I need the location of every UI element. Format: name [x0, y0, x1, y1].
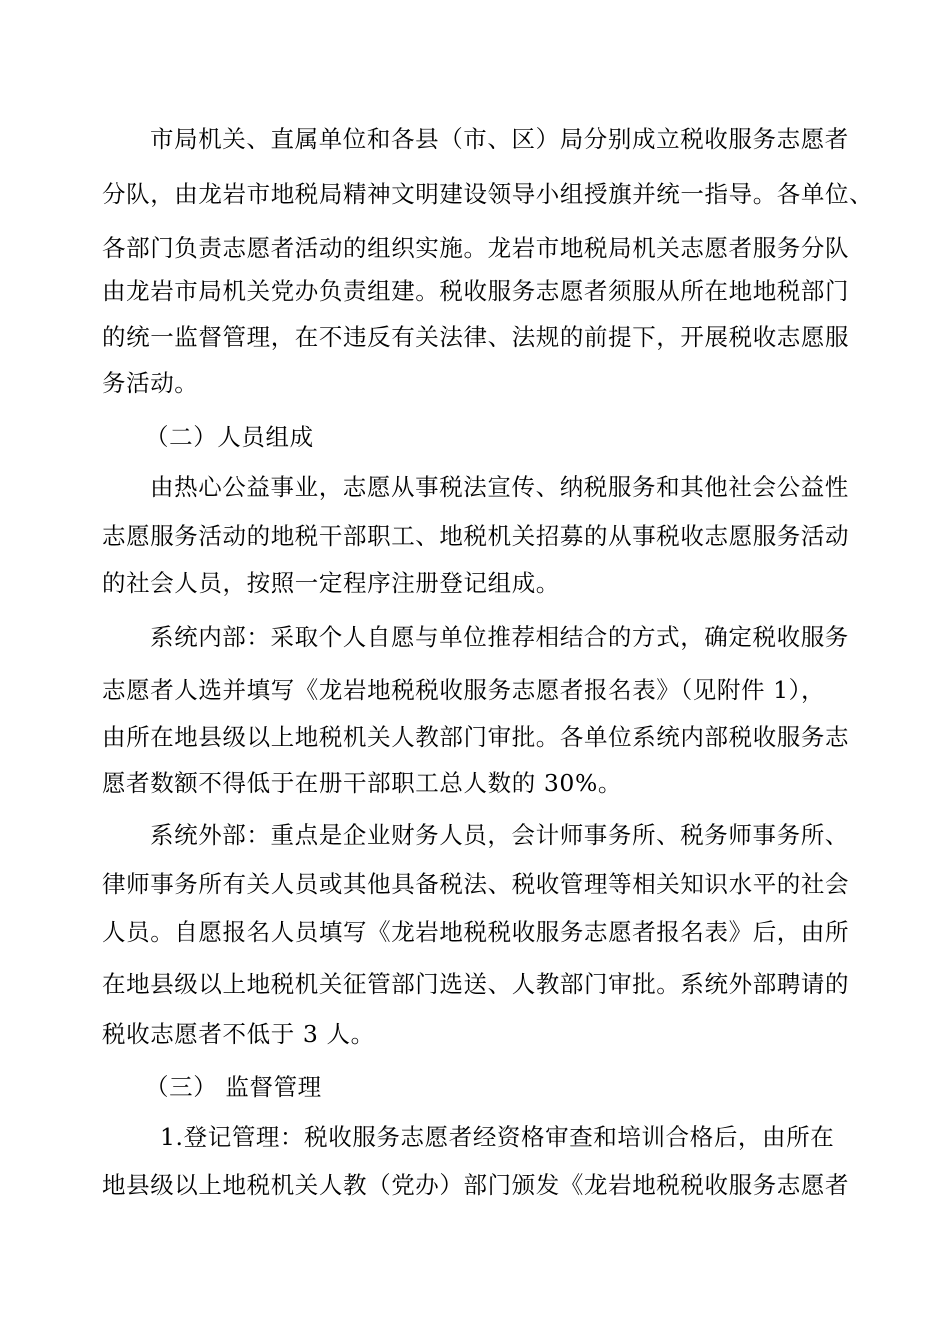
paragraph-line: 在地县级以上地税机关征管部门选送、人教部门审批。系统外部聘请的 [102, 970, 850, 998]
paragraph-line: 人员。自愿报名人员填写《龙岩地税税收服务志愿者报名表》后，由所 [102, 918, 850, 946]
paragraph-line: 系统内部：采取个人自愿与单位推荐相结合的方式，确定税收服务 [150, 623, 849, 651]
paragraph-line: 由所在地县级以上地税机关人教部门审批。各单位系统内部税收服务志 [102, 723, 850, 751]
paragraph-line: 分队，由龙岩市地税局精神文明建设领导小组授旗并统一指导。各单位、 [102, 180, 874, 208]
paragraph-line: 由热心公益事业，志愿从事税法宣传、纳税服务和其他社会公益性 [150, 473, 849, 501]
paragraph-line: 各部门负责志愿者活动的组织实施。龙岩市地税局机关志愿者服务分队 [102, 234, 850, 262]
paragraph-line: 市局机关、直属单位和各县（市、区）局分别成立税收服务志愿者 [150, 125, 849, 153]
paragraph-line: 志愿服务活动的地税干部职工、地税机关招募的从事税收志愿服务活动 [102, 522, 850, 550]
paragraph-line: 税收志愿者不低于 3 人。 [102, 1020, 375, 1048]
paragraph-line: 由龙岩市局机关党办负责组建。税收服务志愿者须服从所在地地税部门 [102, 277, 850, 305]
section-heading: （二）人员组成 [145, 423, 314, 451]
paragraph-line: 律师事务所有关人员或其他具备税法、税收管理等相关知识水平的社会 [102, 870, 850, 898]
paragraph-line: 务活动。 [102, 369, 199, 397]
paragraph-line: 的统一监督管理，在不违反有关法律、法规的前提下，开展税收志愿服 [102, 323, 850, 351]
paragraph-line: 愿者数额不得低于在册干部职工总人数的 30%。 [102, 769, 623, 797]
paragraph-line: 1.登记管理：税收服务志愿者经资格审查和培训合格后，由所在 [160, 1123, 835, 1151]
paragraph-line: 地县级以上地税机关人教（党办）部门颁发《龙岩地税税收服务志愿者 [102, 1171, 850, 1199]
paragraph-line: 志愿者人选并填写《龙岩地税税收服务志愿者报名表》（见附件 1）， [102, 676, 826, 704]
section-heading: （三） 监督管理 [145, 1073, 322, 1101]
paragraph-line: 系统外部：重点是企业财务人员，会计师事务所、税务师事务所、 [150, 821, 849, 849]
paragraph-line: 的社会人员，按照一定程序注册登记组成。 [102, 569, 560, 597]
